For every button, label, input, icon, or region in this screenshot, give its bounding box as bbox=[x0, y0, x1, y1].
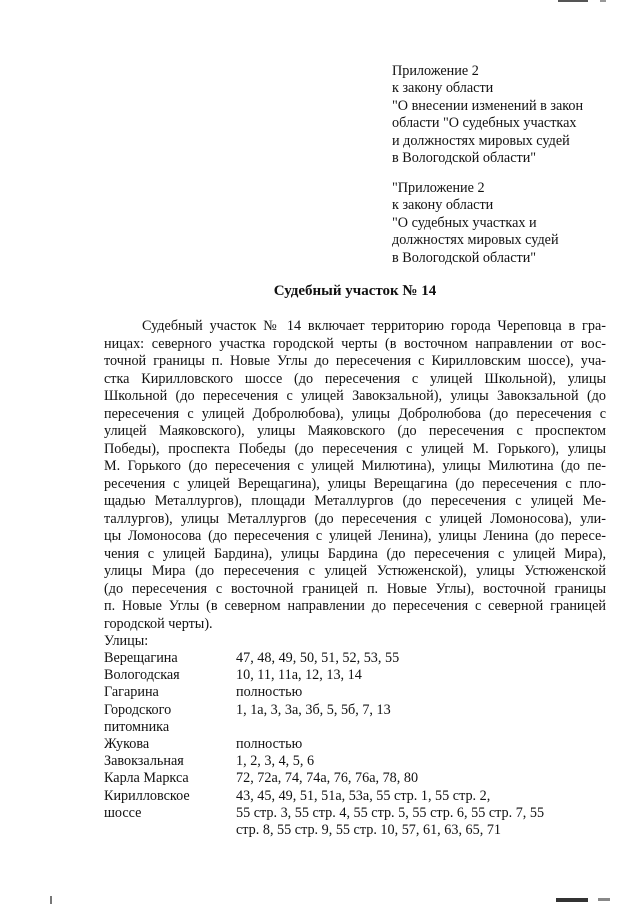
paragraph-line: ницах: северного участка городской черты (в восточном направлении от вос- bbox=[104, 335, 606, 352]
paragraph-line: чения с улицей Бардина), улицы Бардина (до пересечения с улицей Мира), bbox=[104, 545, 606, 562]
house-numbers-line: 1, 2, 3, 4, 5, 6 bbox=[236, 753, 315, 770]
appendix-line: области "О судебных участках bbox=[392, 115, 577, 132]
street-houses bbox=[236, 650, 614, 667]
paragraph-line: улицей Маяковского), улицы Маяковского (до пересечения с проспектом bbox=[104, 423, 606, 439]
street-houses bbox=[236, 667, 614, 684]
appendix-line: и должностях мировых судей bbox=[392, 132, 570, 149]
street-name-line: Верещагина bbox=[104, 650, 178, 666]
paragraph-line: стка Кирилловского шоссе (до пересечения с улицей Школьной), улицы bbox=[104, 370, 606, 387]
appendix-header-amending bbox=[392, 63, 632, 167]
scan-artifact bbox=[50, 896, 52, 904]
appendix-line: к закону области bbox=[392, 80, 494, 97]
scan-artifact bbox=[558, 0, 588, 2]
section-title: Судебный участок № 14 bbox=[273, 283, 437, 299]
street-row bbox=[104, 650, 614, 667]
street-name-line: Гагарина bbox=[104, 684, 159, 701]
paragraph-line: пересечения с улицей Добролюбова), улицы Добролюбова (до пересечения с bbox=[104, 405, 606, 422]
paragraph-line: Победы), проспекта Победы (до пересечения с улицей М. Горького), улицы bbox=[104, 440, 606, 457]
street-name bbox=[104, 753, 236, 770]
appendix-line: должностях мировых судей bbox=[392, 232, 559, 249]
paragraph-line: Школьной (до пересечения с улицей Завокзальной), улицы Завокзальной (до bbox=[104, 388, 606, 404]
street-name-line: Жукова bbox=[104, 736, 150, 753]
street-houses bbox=[236, 684, 614, 701]
paragraph-line: М. Горького (до пересечения с улицей Милютина), улицы Милютина (до пе- bbox=[104, 458, 606, 474]
street-name bbox=[104, 736, 236, 753]
appendix-line: "Приложение 2 bbox=[392, 180, 485, 196]
appendix-line: "О судебных участках и bbox=[392, 214, 537, 231]
street-name-line: Городского bbox=[104, 701, 172, 718]
paragraph-line: цы Ломоносова (до пересечения с улицей Ленина), улицы Ленина (до пересе- bbox=[104, 528, 606, 544]
street-row bbox=[104, 684, 614, 701]
street-name bbox=[104, 650, 236, 667]
paragraph-line: точной границы п. Новые Углы до пересечения с Кирилловским шоссе), уча- bbox=[104, 353, 606, 369]
street-row bbox=[104, 667, 614, 684]
street-name bbox=[104, 684, 236, 701]
street-name-line: шоссе bbox=[104, 804, 142, 821]
street-name-line: Кирилловское bbox=[104, 787, 190, 804]
street-houses bbox=[236, 770, 614, 787]
scan-artifact bbox=[598, 898, 610, 901]
house-numbers-line: 47, 48, 49, 50, 51, 52, 53, 55 bbox=[236, 650, 400, 666]
scan-artifact bbox=[600, 0, 606, 2]
street-name-line: питомника bbox=[104, 718, 170, 735]
house-numbers-line: полностью bbox=[236, 684, 303, 701]
street-name bbox=[104, 788, 236, 840]
scan-artifact bbox=[556, 898, 588, 902]
appendix-line: к закону области bbox=[392, 197, 494, 214]
street-name bbox=[104, 702, 236, 736]
streets-header: Улицы: bbox=[104, 633, 149, 649]
house-numbers-line: 43, 45, 49, 51, 51а, 53а, 55 стр. 1, 55 стр. 2, bbox=[236, 787, 491, 804]
street-row bbox=[104, 770, 614, 787]
paragraph-line: Судебный участок № 14 включает территорию города Череповца в гра- bbox=[142, 318, 606, 334]
house-numbers-line: 1, 1а, 3, 3а, 3б, 5, 5б, 7, 13 bbox=[236, 701, 391, 718]
appendix-line: "О внесении изменений в закон bbox=[392, 97, 584, 114]
street-row bbox=[104, 788, 614, 840]
paragraph-line: улицы Мира (до пересечения с улицей Устюженской), улицы Устюженской bbox=[104, 563, 606, 579]
paragraph-line: (до пересечения с восточной границей п. Новые Углы), восточной границы bbox=[104, 580, 606, 597]
street-name bbox=[104, 667, 236, 684]
boundary-description bbox=[104, 318, 606, 633]
house-numbers-line: 72, 72а, 74, 74а, 76, 76а, 78, 80 bbox=[236, 770, 419, 787]
appendix-line: в Вологодской области" bbox=[392, 249, 537, 266]
appendix-header-original bbox=[392, 180, 632, 267]
streets-list bbox=[104, 650, 614, 839]
house-numbers-line: 10, 11, 11а, 12, 13, 14 bbox=[236, 667, 362, 684]
street-houses bbox=[236, 702, 614, 736]
street-name-line: Вологодская bbox=[104, 667, 180, 684]
house-numbers-line: стр. 8, 55 стр. 9, 55 стр. 10, 57, 61, 63, 65, 71 bbox=[236, 822, 502, 839]
street-houses bbox=[236, 736, 614, 753]
house-numbers-line: полностью bbox=[236, 736, 303, 753]
paragraph-line: ресечения с улицей Верещагина), улицы Верещагина (до пересечения с пло- bbox=[104, 475, 606, 492]
street-name-line: Завокзальная bbox=[104, 753, 184, 770]
appendix-line: в Вологодской области" bbox=[392, 150, 537, 167]
street-houses bbox=[236, 753, 614, 770]
street-name-line: Карла Маркса bbox=[104, 770, 189, 787]
street-row bbox=[104, 702, 614, 736]
paragraph-line: п. Новые Углы (в северном направлении до пересечения с северной границей bbox=[104, 598, 606, 614]
street-name bbox=[104, 770, 236, 787]
street-houses bbox=[236, 788, 614, 840]
paragraph-line: щадью Металлургов), площади Металлургов (до пересечения с улицей Ме- bbox=[104, 493, 606, 509]
paragraph-line: таллургов), улицы Металлургов (до пересечения с улицей Ломоносова), ули- bbox=[104, 510, 606, 527]
appendix-line: Приложение 2 bbox=[392, 63, 479, 79]
paragraph-line: городской черты). bbox=[104, 615, 213, 632]
street-row bbox=[104, 736, 614, 753]
street-row bbox=[104, 753, 614, 770]
house-numbers-line: 55 стр. 3, 55 стр. 4, 55 стр. 5, 55 стр. 6, 55 стр. 7, 55 bbox=[236, 804, 545, 821]
